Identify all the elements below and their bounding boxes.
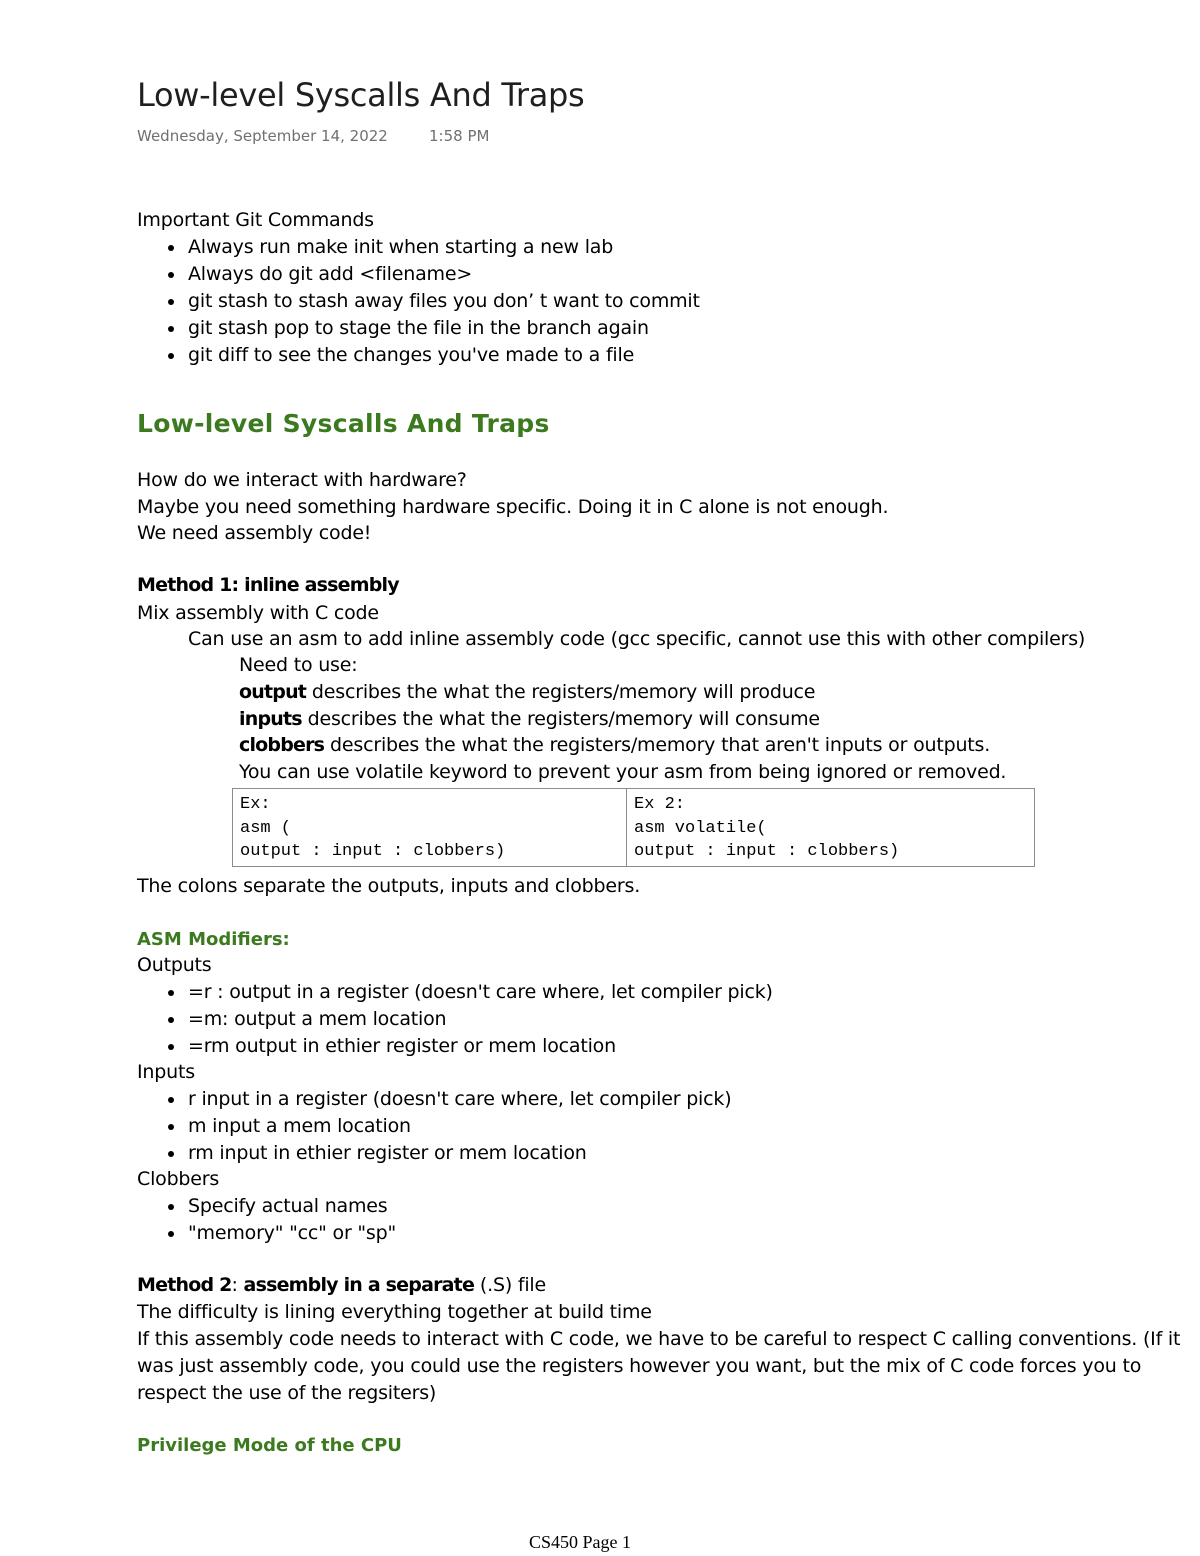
list-item: Always run make init when starting a new lab <box>137 234 700 261</box>
colons-note: The colons separate the outputs, inputs and clobbers. <box>137 875 641 897</box>
volatile-line: You can use volatile keyword to prevent your asm from being ignored or removed. <box>239 761 1007 783</box>
list-item: Always do git add <filename> <box>137 261 700 288</box>
code-example-1: Ex: asm ( output : input : clobbers) <box>233 789 627 867</box>
list-item: rm input in ethier register or mem location <box>137 1140 731 1167</box>
intro-line: How do we interact with hardware? <box>137 469 467 491</box>
modifiers-heading: ASM Modifiers: <box>137 929 290 950</box>
output-line <box>239 679 815 706</box>
list-item: =m: output a mem location <box>137 1006 773 1033</box>
clobbers-label: Clobbers <box>137 1168 220 1190</box>
outputs-label: Outputs <box>137 954 212 976</box>
list-item: =r : output in a register (doesn't care where, let compiler pick) <box>137 979 773 1006</box>
list-item: =rm output in ethier register or mem location <box>137 1033 773 1060</box>
method1-desc: Can use an asm to add inline assembly code (gcc specific, cannot use this with other compilers) <box>188 628 1086 650</box>
inputs-label: Inputs <box>137 1061 195 1083</box>
method2-title: assembly in a separate <box>243 1274 475 1296</box>
clobbers-line <box>239 732 990 759</box>
code-example-2: Ex 2: asm volatile( output : input : clobbers) <box>627 789 1035 867</box>
list-item: "memory" "cc" or "sp" <box>137 1220 396 1247</box>
page-date: Wednesday, September 14, 2022 <box>137 127 388 145</box>
method2-label: Method 2 <box>137 1274 232 1296</box>
inputs-line <box>239 706 820 733</box>
clobbers-desc: describes the what the registers/memory that aren't inputs or outputs. <box>324 734 991 756</box>
git-heading: Important Git Commands <box>137 209 374 231</box>
code-example-table <box>232 788 1035 867</box>
list-item: git stash pop to stage the file in the branch again <box>137 315 700 342</box>
clobbers-list <box>137 1193 396 1247</box>
output-desc: describes the what the registers/memory will produce <box>306 681 816 703</box>
clobbers-term: clobbers <box>239 734 325 756</box>
method2-paragraph: If this assembly code needs to interact with C code, we have to be careful to respect C calling conventions. (If it was just assembly code, you could use the registers however you want, but the mix of C code forces you to respect the use of the regsiters) <box>137 1328 1181 1404</box>
method2-line: The difficulty is lining everything together at build time <box>137 1301 652 1323</box>
inputs-desc: describes the what the registers/memory will consume <box>301 708 820 730</box>
git-list <box>137 234 700 369</box>
section-heading: Low-level Syscalls And Traps <box>137 409 550 438</box>
page-time: 1:58 PM <box>429 127 490 145</box>
method2-colon: : <box>231 1274 244 1296</box>
list-item: m input a mem location <box>137 1113 731 1140</box>
inputs-term: inputs <box>239 708 302 730</box>
page-footer: CS450 Page 1 <box>528 1532 631 1552</box>
output-term: output <box>239 681 307 703</box>
outputs-list <box>137 979 773 1060</box>
list-item: git diff to see the changes you've made to a file <box>137 342 700 369</box>
intro-line: Maybe you need something hardware specific. Doing it in C alone is not enough. <box>137 496 889 518</box>
method1-heading: Method 1: inline assembly <box>137 574 399 596</box>
intro-line: We need assembly code! <box>137 522 372 544</box>
privilege-heading: Privilege Mode of the CPU <box>137 1435 402 1456</box>
list-item: r input in a register (doesn't care where, let compiler pick) <box>137 1086 731 1113</box>
list-item: git stash to stash away files you don’ t want to commit <box>137 288 700 315</box>
method2-heading <box>137 1272 546 1299</box>
inputs-list <box>137 1086 731 1167</box>
method1-subtitle: Mix assembly with C code <box>137 602 379 624</box>
page-title: Low-level Syscalls And Traps <box>137 76 585 114</box>
need-to-use: Need to use: <box>239 654 358 676</box>
method2-suffix: (.S) file <box>474 1274 547 1296</box>
list-item: Specify actual names <box>137 1193 396 1220</box>
